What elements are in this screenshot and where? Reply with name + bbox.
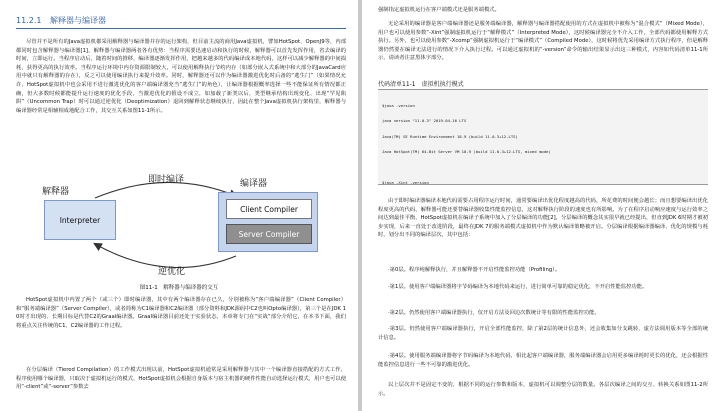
left-page [0,0,358,411]
section-title: 解释器与编译器 [50,16,106,25]
tier-adjustment-paragraph: 以上层次并不是固定不变的，根据不同的运行参数和版本，虚拟机可以调整分层的数量。各层次编译之间的交互、转换关系如图11-2所示。 [378,382,708,397]
server-compiler-box: Server Compiler [226,224,312,244]
tier-0-item: ·第0层。程序纯解释执行，并且解释器不开启性能监控功能（Profiling）。 [388,267,561,273]
continued-text: 强制指定虚拟机运行在客户端模式还是服务端模式。 [378,7,500,13]
tiered-compilation-paragraph: 在分层编译（Tiered Compilation）的工作模式出现以前，HotSpot虚拟机通常是采用解释器与其中一个编译器直接搭配的方式工作，程序使用哪个编译器，只取决于虚拟机运行的模式，HotSpot虚拟机会根据自身版本与宿主机器的硬件性能自动选择运行模式，用户也可以使用“-client”或“-server”参数去 [16,367,346,391]
intro-paragraph: 尽管并不是所有的Java虚拟机都采用解释器与编译器并存的运行架构，但目前主流的商用Java虚拟机，譬如HotSpot、OpenJ9等，内部都同时包含解释器与编译器[1]，解释器与编译器两者各有优势：当程序需要迅速启动和执行的时候，解释器可以首先发挥作用，省去编译的时间，立即运行。当程序启动后，随着时间的推移，编译器逐渐发挥作用，把越来越多的代码编译成本地代码，这样可以减少解释器的中间损耗，获得更高的执行效率。当程序运行环境中内存资源限制较大，可以使用解释执行节约内存（如部分嵌入式系统中和大部分的JavaCard应用中就只有解释器的存在），反之可以使用编译执行来提升效率。同时，解释器还可以作为编译器激进优化时后备的“逃生门”（如果情况允许，HotSpot虚拟机中也会采用不进行激进优化的客户端编译器充当“逃生门”的角色），让编译器根据概率选择一些不能保证所有情况都正确，但大多数时候都能提升运行速度的优化手段，当激进优化的假设不成立，如加载了新类以后，类型继承结构出现变化、出现“罕见陷阱”（Uncommon Trap）时可以通过逆优化（Deoptimization）退回到解释状态继续执行，因此在整个Java虚拟机执行架构里，解释器与编译器经常是相辅相成地配合工作，其交互关系如图11-1所示。 [16,39,346,114]
interpreter-title: 解释器 [42,187,70,197]
code-line: $java -version [382,103,415,109]
figure-caption: 图11-1 解释器与编译器的交互 [139,285,219,291]
code-line: $java -Xint -version [382,179,429,185]
jit-compilers-paragraph: HotSpot虚拟机中内置了两个（或三个）即时编译器，其中有两个编译器存在已久，分别被称为“客户端编译器”（Client Compiler）和“服务端编译器”（Server Compiler），或者简称为C1编译器和C2编译器（部分资料和JDK源码中C2也叫Opto编译器），第三个是在JDK 10时才出现的、长期目标是代替C2的Graal编译器。Graal编译器目前还处于实验状态，本章将专门在“实战”部分介绍它，在本书下面，我们将重点关注传统的C1、C2编译器的工作过程。 [16,297,346,329]
jit-label: 即时编译 [148,175,185,185]
section-heading [16,14,346,29]
deoptimization-label: 逆优化 [158,267,186,277]
code-line [382,164,704,169]
section-number: 11.2.1 [16,16,42,25]
compiler-title: 编译器 [240,179,268,189]
right-page [362,0,720,411]
code-line: Java(TM) SE Runtime Environment 18.9 (build 11.0.3+12-LTS) [382,133,518,139]
code-listing-title: 代码清单11-1 虚拟机执行模式 [378,81,464,88]
code-line: Java HotSpot(TM) 64-Bit Server VM 18.9 (build 11.0.3+12-LTS, mixed mode) [382,149,551,155]
tier-4-item: ·第4层。使用服务端编译器将字节码编译为本地代码，相比起客户端编译器，服务端编译器会启用更多编译耗时更长的优化，还会根据性能监控信息进行一些不可靠的激进优化。 [378,353,708,368]
interpreter-compiler-figure [40,172,320,280]
interpreter-box: Interpreter [44,200,116,240]
execution-modes-paragraph: 无论采用的编译器是客户端编译器还是服务端编译器，解释器与编译器搭配使用的方式在虚拟机中被称为“混合模式”（Mixed Mode），用户也可以使用参数“-Xint”强制虚拟机运行于“解释模式”（Interpreted Mode），这时候编译器完全不介入工作，全部代码都使用解释方式执行。另外，也可以使用参数“-Xcomp”强制虚拟机运行于“编译模式”（Compiled Mode），这时候将优先采用编译方式执行程序，但是解释器仍然要在编译无法进行的情况下介入执行过程。可以通过虚拟机的“-version”命令的输出结果显示出这三种模式，内容如代码清单11-1所示，请读者注意黑体字部分。 [378,21,708,62]
tiered-compilation-intro: 由于即时编译器编译本地代码需要占用程序运行时间，通常要编译出优化程度越高的代码，所花费的时间便会越长；而且想要编译出优化程度更高的代码，解释器可能还要替编译器收集性能监控信息，这对解释执行阶段的速度也有所影响。为了在程序启动响应速度与运行效率之间达到最佳平衡，HotSpot虚拟机在编译子系统中加入了分层编译的功能[2]，分层编译的概念其实很早就已经提出，但直到JDK 6时期才被初步实现，后来一直处于改进阶段，最终在JDK 7的服务端模式虚拟机中作为默认编译策略被开启。分层编译根据编译器编译、优化的规模与耗时，划分出不同的编译层次，其中包括： [378,198,708,239]
client-compiler-box: Client Compiler [226,199,312,219]
tier-3-item: ·第3层。仍然使用客户端编译器执行，开启全部性能监控，除了第2层的统计信息外，还会收集如分支跳转、虚方法调用版本等全部的统计信息。 [378,326,708,341]
code-listing [378,89,708,185]
tier-2-item: ·第2层。仍然使用客户端编译器执行，仅开启方法及回边次数统计等有限的性能监控功能。 [388,310,600,316]
code-line: java version "11.0.3" 2019-04-16 LTS [382,118,467,124]
tier-1-item: ·第1层。使用客户端编译器将字节码编译为本地代码来运行，进行简单可靠的稳定优化，不开启性能监控功能。 [388,284,648,290]
